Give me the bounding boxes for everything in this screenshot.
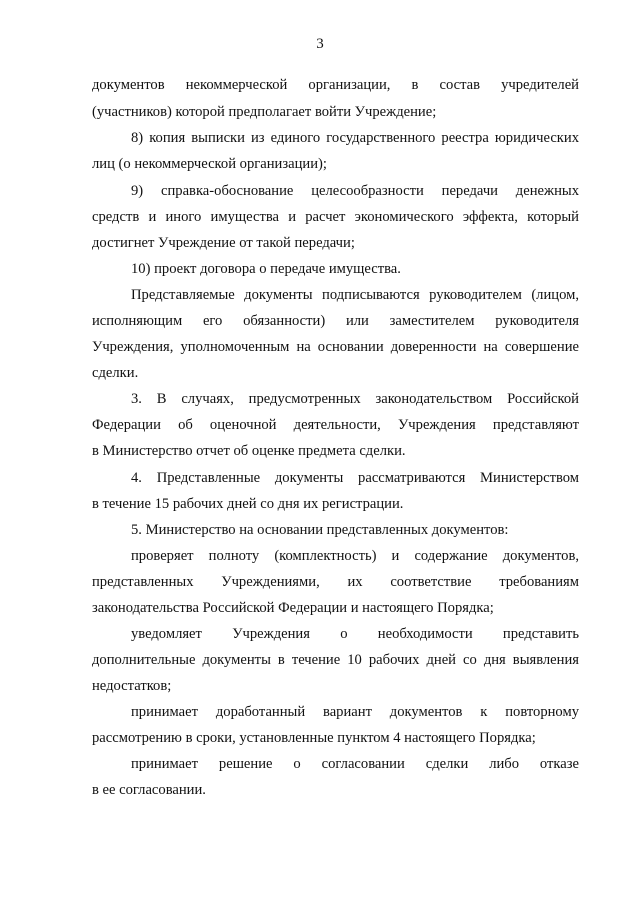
text-line: документов некоммерческой организации, в состав учредителей xyxy=(92,77,579,93)
text-line: Представляемые документы подписываются руководителем (лицом, xyxy=(131,287,579,303)
text-line: уведомляет Учреждения о необходимости представить xyxy=(131,626,579,642)
text-line: представленных Учреждениями, их соответствие требованиям xyxy=(92,574,579,590)
text-line: в ее согласовании. xyxy=(92,782,206,798)
text-line: 4. Представленные документы рассматриваются Министерством xyxy=(131,470,579,486)
page-number: 3 xyxy=(316,36,324,52)
text-line: в Министерство отчет об оценке предмета сделки. xyxy=(92,443,406,459)
text-line: (участников) которой предполагает войти Учреждение; xyxy=(92,104,437,120)
text-line: 3. В случаях, предусмотренных законодательством Российской xyxy=(131,391,579,407)
text-line: средств и иного имущества и расчет экономического эффекта, который xyxy=(92,209,579,225)
text-line: 5. Министерство на основании представленных документов: xyxy=(131,522,509,538)
text-line: принимает решение о согласовании сделки либо отказе xyxy=(131,756,579,772)
text-line: проверяет полноту (комплектность) и содержание документов, xyxy=(131,548,579,564)
text-line: дополнительные документы в течение 10 рабочих дней со дня выявления xyxy=(92,652,579,668)
text-line: лиц (о некоммерческой организации); xyxy=(92,156,327,172)
text-line: законодательства Российской Федерации и настоящего Порядка; xyxy=(92,600,494,616)
text-line: Федерации об оценочной деятельности, Учреждения представляют xyxy=(92,417,579,433)
text-line: достигнет Учреждение от такой передачи; xyxy=(92,235,355,251)
text-line: исполняющим его обязанности) или заместителем руководителя xyxy=(92,313,579,329)
text-line: Учреждения, уполномоченным на основании доверенности на совершение xyxy=(92,339,579,355)
text-line: в течение 15 рабочих дней со дня их регистрации. xyxy=(92,496,404,512)
text-line: сделки. xyxy=(92,365,139,381)
text-line: принимает доработанный вариант документов к повторному xyxy=(131,704,579,720)
text-line: 8) копия выписки из единого государственного реестра юридических xyxy=(131,130,579,146)
text-line: 10) проект договора о передаче имущества. xyxy=(131,261,401,277)
text-line: 9) справка-обоснование целесообразности передачи денежных xyxy=(131,183,579,199)
text-line: недостатков; xyxy=(92,678,172,694)
text-line: рассмотрению в сроки, установленные пунктом 4 настоящего Порядка; xyxy=(92,730,536,746)
